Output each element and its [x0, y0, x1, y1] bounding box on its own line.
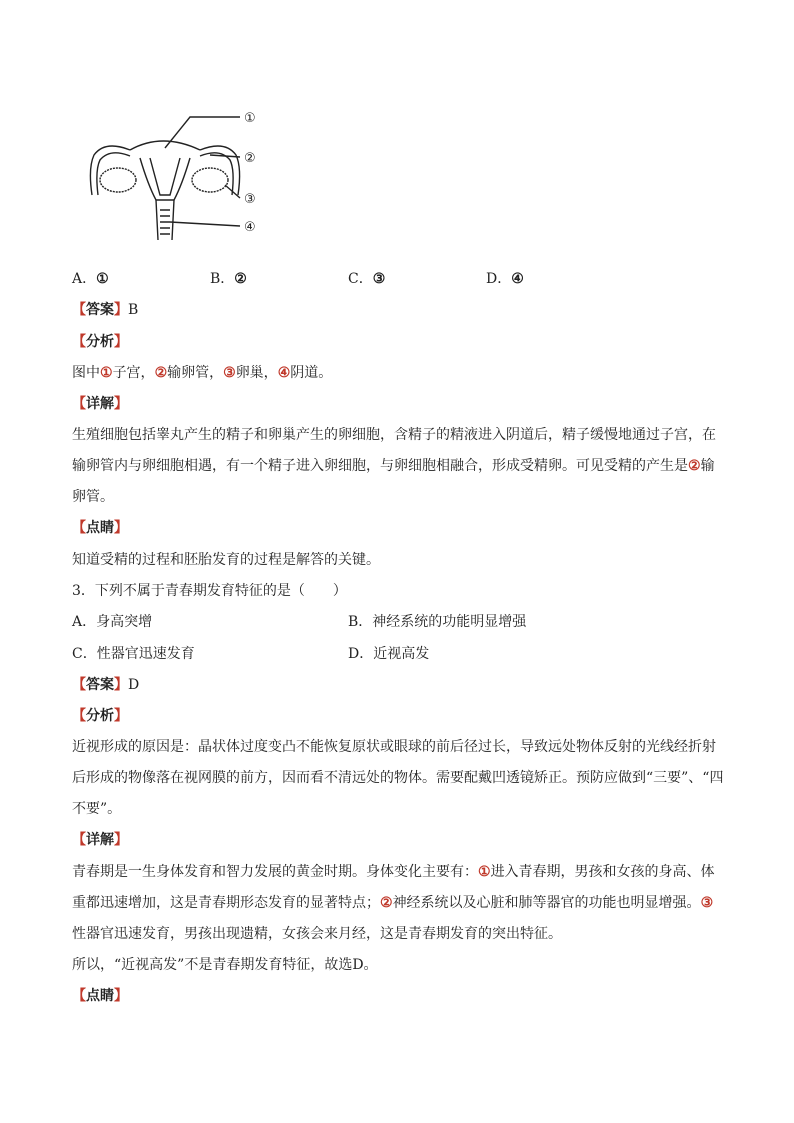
q3-analysis-tag: 【分析】: [72, 708, 128, 724]
q3-option-d: D．近视高发: [348, 646, 430, 662]
q3-comment-tag: 【点睛】: [72, 988, 128, 1004]
q2-detail-tag: 【详解】: [72, 396, 128, 412]
q3-answer: 【答案】D: [72, 677, 140, 693]
q2-comment-tag: 【点睛】: [72, 520, 128, 536]
q3-option-c: C．性器官迅速发育: [72, 646, 195, 662]
label-1: ①: [244, 111, 256, 126]
q3-analysis-line-1: 近视形成的原因是：晶状体过度变凸不能恢复原状或眼球的前后径过长，导致远处物体反射的光线经折射: [72, 739, 716, 755]
q2-comment: 知道受精的过程和胚胎发育的过程是解答的关键。: [72, 552, 380, 568]
q2-option-c: C．③: [348, 271, 386, 287]
uterus-outline: [130, 141, 200, 150]
label-2: ②: [244, 151, 256, 166]
q2-detail-line-2: 输卵管内与卵细胞相遇，有一个精子进入卵细胞，与卵细胞相融合，形成受精卵。可见受精的产生是②输: [72, 458, 715, 474]
q3-detail-tag: 【详解】: [72, 832, 128, 848]
q3-detail-line-4: 所以，“近视高发”不是青春期发育特征，故选D。: [72, 957, 378, 973]
q3-option-a: A．身高突增: [72, 614, 153, 630]
q2-option-a: A．①: [72, 271, 109, 287]
q3-detail-line-2: 重都迅速增加，这是青春期形态发育的显著特点；②神经系统以及心脏和肺等器官的功能也明显增强。③: [72, 895, 714, 911]
left-ovary: [100, 168, 136, 192]
q3-analysis-line-2: 后形成的物像落在视网膜的前方，因而看不清远处的物体。需要配戴凹透镜矫正。预防应做到“三要”、“四: [72, 770, 724, 786]
q3-detail-line-3: 性器官迅速发育，男孩出现遗精，女孩会来月经，这是青春期发育的突出特征。: [72, 926, 562, 942]
q2-option-b: B．②: [210, 271, 247, 287]
q2-detail-line-3: 卵管。: [72, 489, 114, 505]
q3-option-b: B．神经系统的功能明显增强: [348, 614, 527, 630]
right-ovary: [192, 168, 228, 192]
reproductive-system-figure: [80, 100, 280, 245]
q2-detail-line-1: 生殖细胞包括睾丸产生的精子和卵巢产生的卵细胞，含精子的精液进入阴道后，精子缓慢地通过子宫，在: [72, 427, 716, 443]
q2-analysis-tag: 【分析】: [72, 334, 128, 350]
q2-analysis: 图中①子宫，②输卵管，③卵巢，④阴道。: [72, 365, 333, 381]
label-3: ③: [244, 192, 256, 207]
q3-stem: 3．下列不属于青春期发育特征的是（ ）: [72, 583, 347, 599]
q3-detail-line-1: 青春期是一生身体发育和智力发展的黄金时期。身体变化主要有：①进入青春期，男孩和女孩的身高、体: [72, 864, 715, 880]
q2-answer: 【答案】B: [72, 302, 139, 318]
q3-analysis-line-3: 不要”。: [72, 801, 122, 817]
q2-option-d: D．④: [486, 271, 524, 287]
label-4: ④: [244, 220, 256, 235]
